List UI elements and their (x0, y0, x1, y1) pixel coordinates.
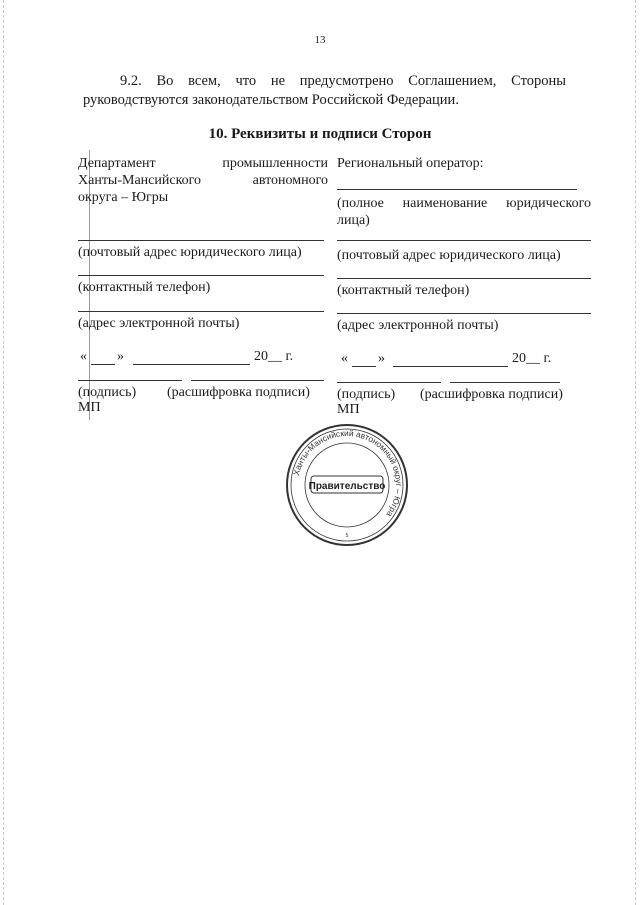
section-heading: 10. Реквизиты и подписи Сторон (208, 126, 432, 142)
right-seal-mark: МП (337, 402, 360, 417)
left-date-open-quote: « (80, 349, 87, 364)
stamp-center-text: Правительство (308, 481, 386, 492)
left-signature-decoding-caption: (расшифровка подписи) (167, 385, 310, 400)
right-phone-line (337, 278, 591, 279)
left-phone-caption: (контактный телефон) (78, 280, 211, 295)
page-number: 13 (314, 34, 326, 46)
right-postal-line (337, 240, 591, 241)
right-phone-caption: (контактный телефон) (337, 283, 470, 298)
right-date-year: 20__ г. (512, 351, 552, 366)
right-party-name-line (337, 189, 577, 190)
left-party-name (78, 155, 328, 206)
right-date-month-line (393, 366, 508, 367)
right-signature-decoding-line (450, 382, 560, 383)
left-party-line2-a: Ханты-Мансийского (78, 173, 202, 188)
right-date-day-line (352, 366, 376, 367)
right-party-full-name-d: лица) (337, 213, 370, 228)
right-signature-line (337, 382, 441, 383)
left-email-line (78, 311, 324, 312)
left-postal-caption: (почтовый адрес юридического лица) (78, 245, 302, 260)
right-party-full-name-a: (полное (337, 196, 384, 211)
left-date-month-line (133, 364, 250, 365)
left-signature-caption: (подпись) (78, 385, 137, 400)
right-postal-caption: (почтовый адрес юридического лица) (337, 248, 561, 263)
left-party-line1-b: промышленности (222, 156, 328, 171)
left-signature-decoding-line (191, 380, 324, 381)
right-date-open-quote: « (341, 351, 348, 366)
right-party-full-name-b: наименование (402, 196, 488, 211)
left-postal-line (78, 240, 324, 241)
right-party-title: Региональный оператор: (337, 156, 484, 171)
right-email-line (337, 313, 591, 314)
left-date-year: 20__ г. (254, 349, 294, 364)
left-seal-mark: МП (78, 400, 101, 415)
right-signature-decoding-caption: (расшифровка подписи) (420, 387, 563, 402)
left-party-line2-b: автономного (252, 173, 328, 188)
clause-9-2: 9.2. Во всем, что не предусмотрено Соглашением, Стороны руководствуются законодательством Российской Федерации. (83, 73, 566, 108)
stamp-ring-text: Ханты-Мансийский автономный округ – Югра (291, 427, 405, 519)
left-party-line1-a: Департамент (78, 156, 156, 171)
stamp-bottom-mark: 5 (345, 533, 349, 539)
left-party-line3: округа – Югры (78, 190, 169, 205)
left-signature-line (78, 380, 182, 381)
left-date-close-quote: » (117, 349, 124, 364)
official-stamp (285, 423, 409, 547)
left-email-caption: (адрес электронной почты) (78, 316, 240, 331)
right-email-caption: (адрес электронной почты) (337, 318, 499, 333)
right-party-full-name-caption (337, 195, 591, 229)
right-party-full-name-c: юридического (506, 196, 591, 211)
right-signature-caption: (подпись) (337, 387, 396, 402)
right-date-close-quote: » (378, 351, 385, 366)
left-phone-line (78, 275, 324, 276)
left-date-day-line (91, 364, 115, 365)
